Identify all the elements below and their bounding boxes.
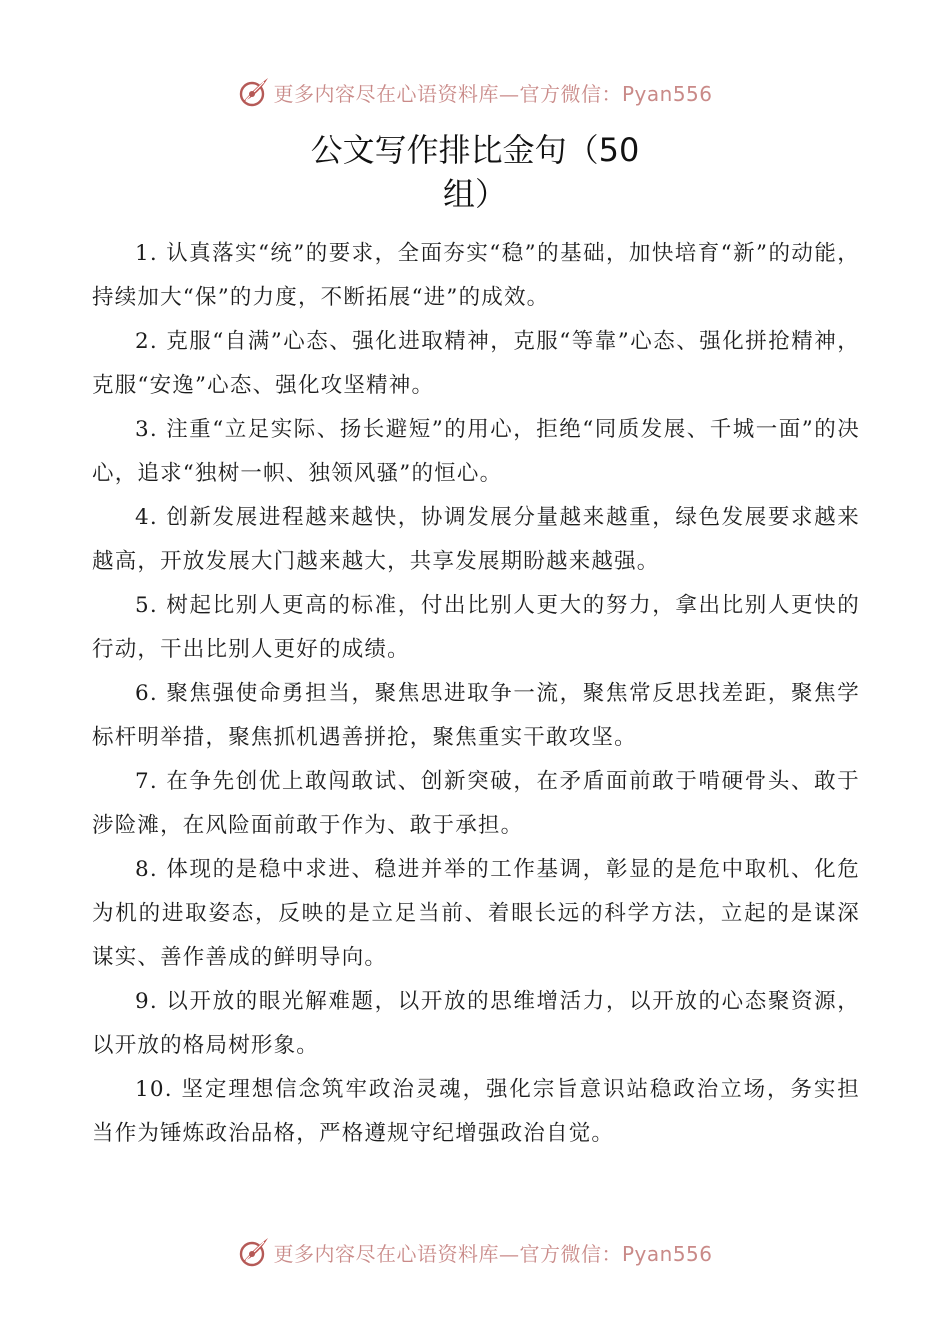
footer-watermark-banner <box>0 1232 950 1272</box>
paragraph-1: 1. 认真落实“统”的要求，全面夯实“稳”的基础，加快培育“新”的动能，持续加大“保”的力度，不断拓展“进”的成效。 <box>92 241 860 310</box>
paragraph-8: 8. 体现的是稳中求进、稳进并举的工作基调，彰显的是危中取机、化危为机的进取姿态，反映的是立足当前、着眼长远的科学方法，立起的是谋深谋实、善作善成的鲜明导向。 <box>92 857 860 970</box>
quill-logo-icon <box>237 1235 271 1269</box>
paragraph-9: 9. 以开放的眼光解难题，以开放的思维增活力，以开放的心态聚资源，以开放的格局树形象。 <box>92 989 860 1058</box>
paragraph-7: 7. 在争先创优上敢闯敢试、创新突破，在矛盾面前敢于啃硬骨头、敢于涉险滩，在风险面前敢于作为、敢于承担。 <box>92 769 860 838</box>
paragraph-6: 6. 聚焦强使命勇担当，聚焦思进取争一流，聚焦常反思找差距，聚焦学标杆明举措，聚焦抓机遇善拼抢，聚焦重实干敢攻坚。 <box>92 681 860 750</box>
title-line-2: 组） <box>442 175 507 213</box>
header-watermark-banner <box>0 72 950 112</box>
footer-banner-text: 更多内容尽在心语资料库—官方微信：Pyan556 <box>273 1241 713 1266</box>
header-banner-text: 更多内容尽在心语资料库—官方微信：Pyan556 <box>273 81 713 106</box>
quill-logo-icon <box>237 75 271 109</box>
paragraph-5: 5. 树起比别人更高的标准，付出比别人更大的努力，拿出比别人更快的行动，干出比别人更好的成绩。 <box>92 593 860 662</box>
title-line-1: 公文写作排比金句（50 <box>310 131 640 169</box>
document-body <box>92 232 860 1156</box>
paragraph-2: 2. 克服“自满”心态、强化进取精神，克服“等靠”心态、强化拼抢精神，克服“安逸”心态、强化攻坚精神。 <box>92 329 860 398</box>
document-title <box>0 128 950 216</box>
paragraph-4: 4. 创新发展进程越来越快，协调发展分量越来越重，绿色发展要求越来越高，开放发展大门越来越大，共享发展期盼越来越强。 <box>92 505 860 574</box>
paragraph-3: 3. 注重“立足实际、扬长避短”的用心，拒绝“同质发展、千城一面”的决心，追求“独树一帜、独领风骚”的恒心。 <box>92 417 860 486</box>
paragraph-10: 10. 坚定理想信念筑牢政治灵魂，强化宗旨意识站稳政治立场，务实担当作为锤炼政治品格，严格遵规守纪增强政治自觉。 <box>92 1077 860 1146</box>
